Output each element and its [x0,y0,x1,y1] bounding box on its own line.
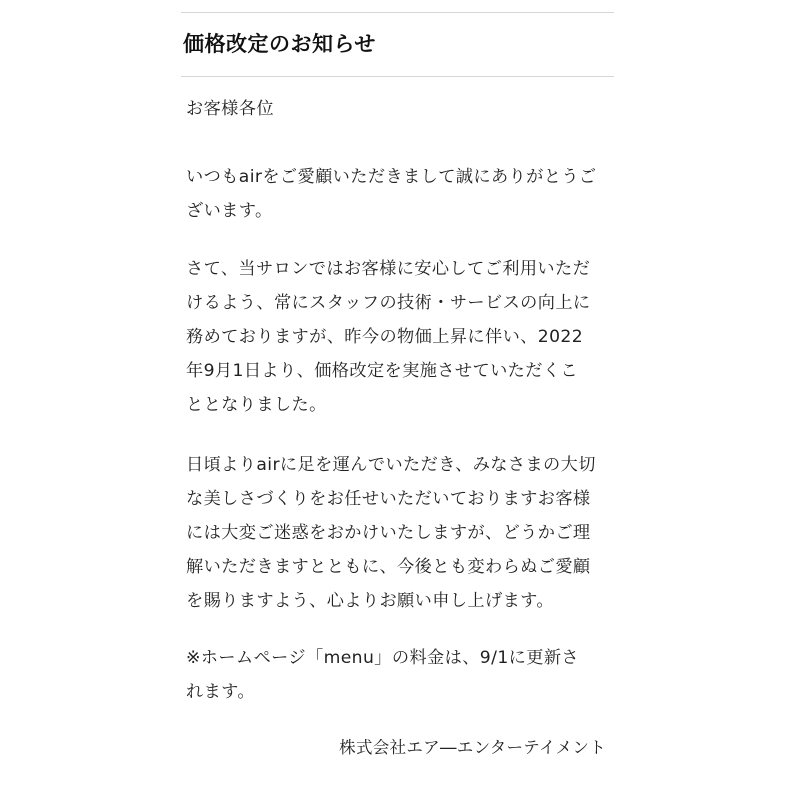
paragraph-line: には大変ご迷惑をおかけいたしますが、どうかご理 [186,523,591,543]
paragraph-line: ざいます。 [186,201,273,221]
paragraph-line: ととなりました。 [186,395,327,415]
top-divider [181,12,614,13]
paragraph-line: 年9月1日より、価格改定を実施させていただくこ [186,361,579,381]
notice-article [181,0,614,800]
paragraph-line: れます。 [186,682,255,702]
homepage-note-paragraph [186,641,579,709]
paragraph-line: いつもairをご愛顧いただきまして誠にありがとうご [186,167,597,187]
title-divider [181,76,614,77]
greeting-text [186,92,274,126]
paragraph-line: さて、当サロンではお客様に安心してご利用いただ [186,259,591,279]
paragraph-line: 務めておりますが、昨今の物価上昇に伴い、2022 [186,327,584,347]
thanks-paragraph [186,160,597,228]
company-signature: 株式会社エア―エンターテイメント [339,738,606,757]
paragraph-line: 解いただきますとともに、今後とも変わらぬご愛顧 [186,557,591,577]
request-paragraph [186,448,596,618]
paragraph-line: 日頃よりairに足を運んでいただき、みなさまの大切 [186,455,596,475]
paragraph-line: な美しさづくりをお任せいただいておりますお客様 [186,489,591,509]
greeting-line: お客様各位 [186,99,274,119]
paragraph-line: を賜りますよう、心よりお願い申し上げます。 [186,591,554,611]
price-revision-paragraph [186,252,591,422]
paragraph-line: けるよう、常にスタッフの技術・サービスの向上に [186,293,591,313]
page-title: 価格改定のお知らせ [183,32,376,56]
paragraph-line: ※ホームページ「menu」の料金は、9/1に更新さ [186,648,580,668]
